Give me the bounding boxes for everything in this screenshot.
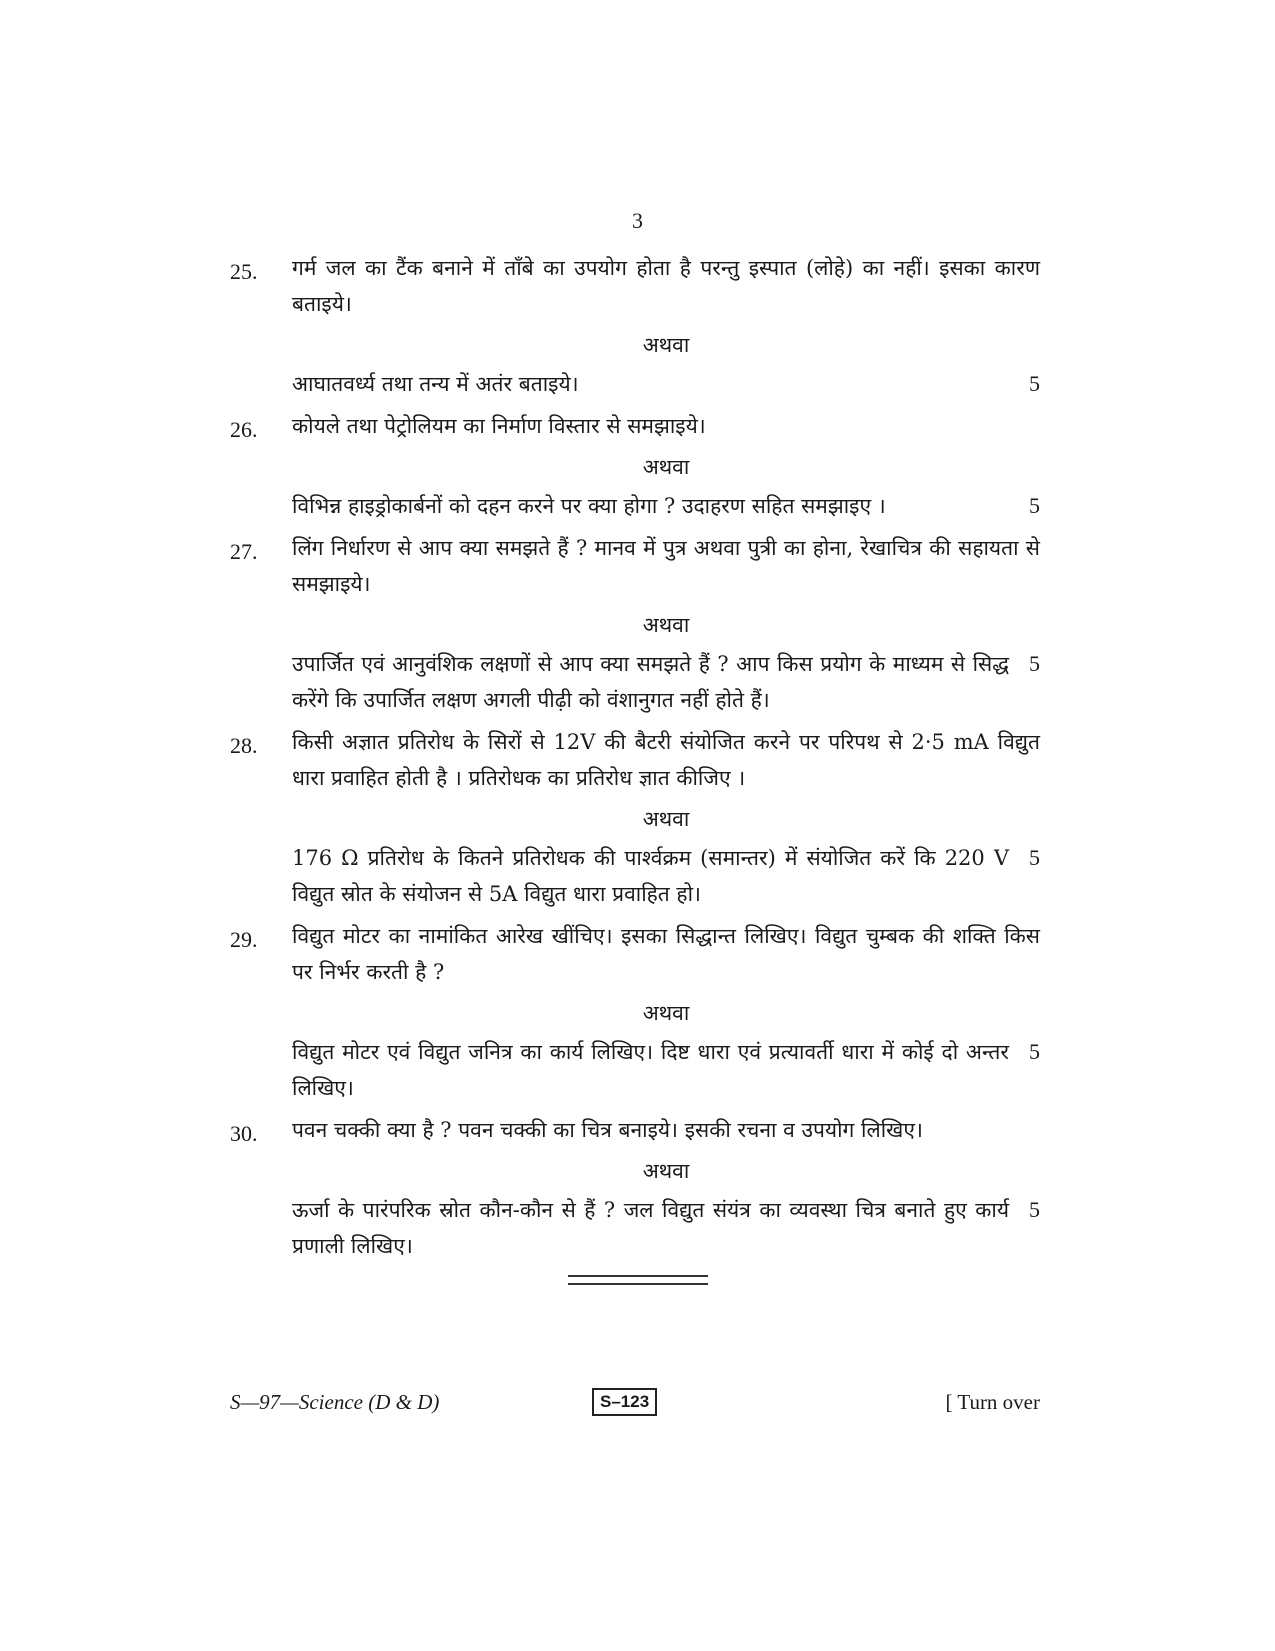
alternative-text: ऊर्जा के पारंपरिक स्रोत कौन-कौन से हैं ? जल विद्युत संयंत्र का व्यवस्था चित्र बनाते हुए कार्य प्रणाली लिखिए। — [292, 1198, 1009, 1258]
question-text: लिंग निर्धारण से आप क्या समझते हैं ? मानव में पुत्र अथवा पुत्री का होना, रेखाचित्र की सहायता से समझाइये। — [292, 536, 1040, 596]
paper-code: S—97—Science (D & D) — [230, 1390, 440, 1414]
question-number: 27. — [230, 539, 258, 564]
question-26 — [230, 408, 1040, 444]
question-28 — [230, 724, 1040, 796]
alternative-text: विद्युत मोटर एवं विद्युत जनित्र का कार्य लिखिए। दिष्ट धारा एवं प्रत्यावर्ती धारा में कोई दो अन्तर लिखिए। — [292, 1040, 1009, 1100]
page-footer — [230, 1390, 1040, 1420]
marks: 5 — [1029, 493, 1040, 518]
turn-over-note: [ Turn over — [945, 1390, 1040, 1414]
question-number: 30. — [230, 1121, 258, 1146]
alternative-question — [230, 840, 1040, 912]
marks: 5 — [1029, 371, 1040, 396]
question-number: 28. — [230, 733, 258, 758]
or-label: अथवा — [642, 333, 690, 357]
question-number: 29. — [230, 927, 258, 952]
question-text: विद्युत मोटर का नामांकित आरेख खींचिए। इसका सिद्धान्त लिखिए। विद्युत चुम्बक की शक्ति किस पर निर्भर करती है ? — [292, 924, 1040, 984]
alternative-question — [230, 646, 1040, 718]
alternative-text: उपार्जित एवं आनुवंशिक लक्षणों से आप क्या समझते हैं ? आप किस प्रयोग के माध्यम से सिद्ध करेंगे कि उपार्जित लक्षण अगली पीढ़ी को वंशानुगत नहीं होते हैं। — [292, 652, 1009, 712]
or-label: अथवा — [642, 1159, 690, 1183]
alternative-question — [230, 488, 1040, 524]
or-label: अथवा — [642, 455, 690, 479]
alternative-text: 176 Ω प्रतिरोध के कितने प्रतिरोधक की पार्श्वक्रम (समान्तर) में संयोजित करें कि 220 V विद्युत स्रोत के संयोजन से 5A विद्युत धारा प्रवाहित हो। — [292, 846, 1009, 906]
marks: 5 — [1029, 1039, 1040, 1064]
or-label: अथवा — [642, 807, 690, 831]
marks: 5 — [1029, 845, 1040, 870]
question-list — [230, 250, 1040, 1264]
marks: 5 — [1029, 651, 1040, 676]
question-30 — [230, 1112, 1040, 1148]
question-number: 26. — [230, 417, 258, 442]
alternative-text: आघातवर्ध्य तथा तन्य में अतंर बताइये। — [292, 372, 579, 396]
question-27 — [230, 530, 1040, 602]
end-double-rule — [568, 1275, 708, 1285]
question-25 — [230, 250, 1040, 322]
marks: 5 — [1029, 1197, 1040, 1222]
question-29 — [230, 918, 1040, 990]
or-label: अथवा — [642, 613, 690, 637]
or-label: अथवा — [642, 1001, 690, 1025]
page-number: 3 — [632, 208, 643, 233]
question-text: गर्म जल का टैंक बनाने में ताँबे का उपयोग होता है परन्तु इस्पात (लोहे) का नहीं। इसका कारण बताइये। — [292, 256, 1040, 316]
series-code-box: S–123 — [592, 1388, 657, 1416]
alternative-question — [230, 1034, 1040, 1106]
question-text: किसी अज्ञात प्रतिरोध के सिरों से 12V की बैटरी संयोजित करने पर परिपथ से 2·5 mA विद्युत धारा प्रवाहित होती है । प्रतिरोधक का प्रतिरोध ज्ञात कीजिए । — [292, 730, 1040, 790]
question-text: पवन चक्की क्या है ? पवन चक्की का चित्र बनाइये। इसकी रचना व उपयोग लिखिए। — [292, 1118, 923, 1142]
alternative-question — [230, 366, 1040, 402]
question-text: कोयले तथा पेट्रोलियम का निर्माण विस्तार से समझाइये। — [292, 414, 706, 438]
alternative-text: विभिन्न हाइड्रोकार्बनों को दहन करने पर क्या होगा ? उदाहरण सहित समझाइए । — [292, 494, 886, 518]
question-number: 25. — [230, 259, 258, 284]
alternative-question — [230, 1192, 1040, 1264]
